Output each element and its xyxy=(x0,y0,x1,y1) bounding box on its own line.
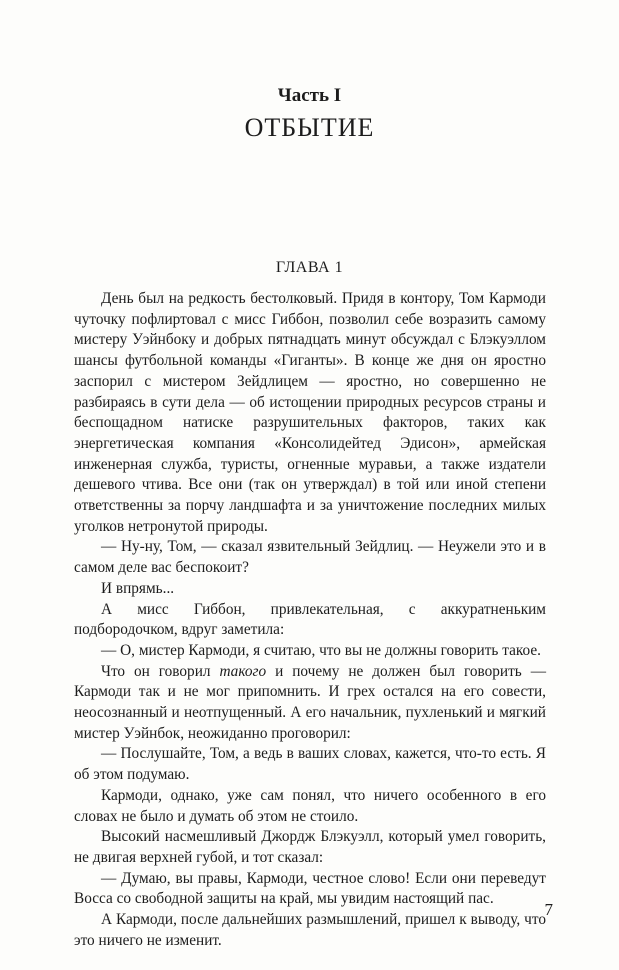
paragraph: — Ну-ну, Том, — сказал язвительный Зейдлиц. — Неужели это и в самом деле вас беспокоит? xyxy=(74,538,546,577)
paragraph: — О, мистер Кармоди, я считаю, что вы не должны говорить такое. xyxy=(101,641,541,659)
paragraph: День был на редкость бестолковый. Придя в контору, Том Кармоди чуточку пофлиртовал с мисс Гиббон, позволил себе возразить самому мистеру Уэйнбоку и добрых пятнадцать минут обсуждал с Блэкуэллом шансы футбольной команды «Гиганты». В конце же дня он яростно заспорил с мистером Зейдлицем — яростно, но совершенно не разбираясь в сути дела — об истощении природных ресурсов страны и беспощадном натиске разрушительных факторов, таких как энергетическая компания «Консолидейтед Эдисон», армейская инженерная служба, туристы, огненные муравьи, а также издатели дешевого чтива. Все они (так он утверждал) в той или иной степени ответственны за порчу ландшафта и за уничтожение последних милых уголков нетронутой природы. xyxy=(74,290,546,535)
part-title: ОТБЫТИЕ xyxy=(244,113,375,142)
paragraph: И впрямь... xyxy=(101,579,175,597)
paragraph: А Кармоди, после дальнейших размышлений, пришел к выводу, что это ничего не изменит. xyxy=(74,911,546,949)
paragraph: Высокий насмешливый Джордж Блэкуэлл, который умел говорить, не двигая верхней губой, и тот сказал: xyxy=(74,828,546,866)
emphasis: такого xyxy=(219,662,267,680)
paragraph: — Послушайте, Том, а ведь в ваших словах, кажется, что-то есть. Я об этом подумаю. xyxy=(74,745,546,784)
page-number: 7 xyxy=(544,900,553,919)
paragraph: Что он говорил такого и почему не должен был говорить — Кармоди так и не мог припомнить. И грех остался на его совести, неосознанный и неотпущенный. А его начальник, пухленький и мягкий мистер Уэйнбок, неожиданно проговорил: xyxy=(74,662,546,742)
part-heading xyxy=(0,84,619,144)
part-label: Часть I xyxy=(277,85,342,106)
body-text xyxy=(74,289,546,952)
paragraph: — Думаю, вы правы, Кармоди, честное слово! Если они переведут Восса со свободной защиты на край, мы увидим настоящий пас. xyxy=(74,869,546,908)
paragraph: Кармоди, однако, уже сам понял, что ничего особенного в его словах не было и думать об этом не стоило. xyxy=(74,786,546,825)
chapter-title: ГЛАВА 1 xyxy=(275,259,344,276)
paragraph: А мисс Гиббон, привлекательная, с аккуратненьким подбородочком, вдруг заметила: xyxy=(74,600,546,639)
